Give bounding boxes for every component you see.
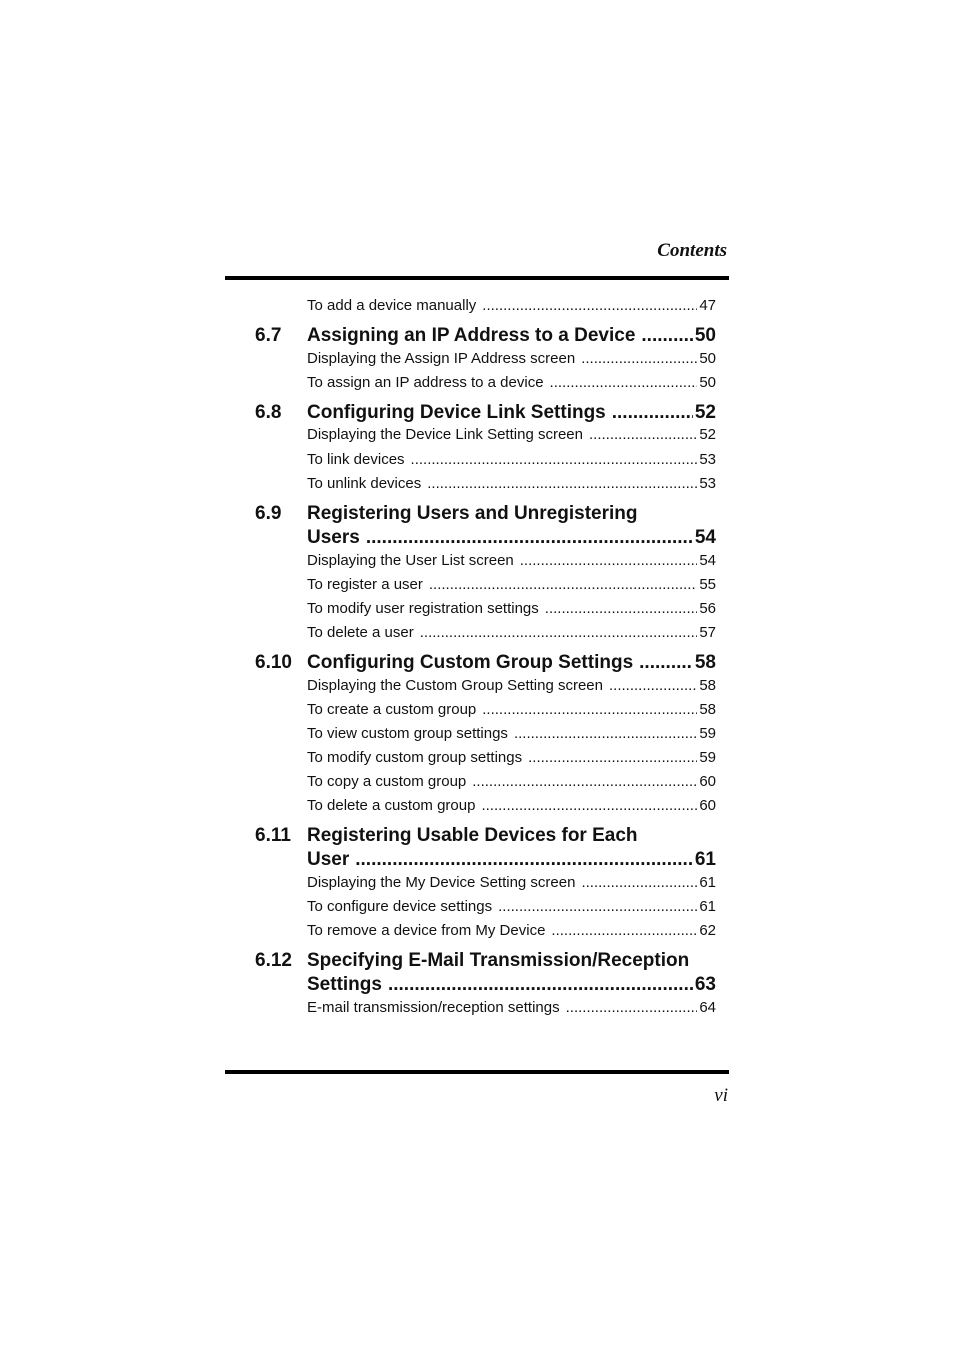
toc-entry[interactable]	[307, 873, 716, 893]
toc-section-page: 61	[694, 849, 716, 870]
leader-dots	[528, 748, 697, 768]
toc-entry-page: 55	[699, 576, 716, 593]
leader-dots	[589, 425, 697, 445]
leader-dots	[520, 551, 698, 571]
toc-section-page: 50	[694, 325, 716, 346]
leader-dots	[482, 700, 697, 720]
leader-dots	[566, 998, 698, 1018]
toc-section-heading[interactable]	[307, 651, 716, 675]
toc-entry[interactable]	[307, 575, 716, 595]
toc-section-title: Configuring Device Link Settings	[307, 402, 606, 423]
toc-section-title-line2: Settings	[307, 974, 382, 995]
toc-entry-page: 52	[699, 426, 716, 443]
toc-entry-title: To register a user	[307, 576, 423, 593]
toc-entry[interactable]	[307, 676, 716, 696]
leader-dots	[581, 873, 697, 893]
toc-entry[interactable]	[307, 450, 716, 470]
section-number: 6.7	[255, 325, 282, 346]
leader-dots	[411, 450, 698, 470]
toc-section-heading[interactable]	[307, 401, 716, 425]
toc-entry-page: 58	[699, 677, 716, 694]
toc-entry-title: E-mail transmission/reception settings	[307, 999, 560, 1016]
toc-section-page: 63	[694, 974, 716, 995]
toc-entry-title: To link devices	[307, 451, 405, 468]
toc-entry-title: To add a device manually	[307, 297, 477, 314]
toc-entry-title: To assign an IP address to a device	[307, 374, 544, 391]
toc-entry[interactable]	[307, 474, 716, 494]
toc-entry[interactable]	[307, 623, 716, 643]
toc-entry-title: To unlink devices	[307, 475, 422, 492]
toc-entry-page: 54	[699, 552, 716, 569]
toc-section-heading[interactable]	[307, 526, 716, 550]
toc-entry[interactable]	[307, 796, 716, 816]
leader-dots	[481, 796, 697, 816]
toc-section-heading[interactable]	[307, 848, 716, 872]
toc-entry-page: 61	[699, 898, 716, 915]
toc-entry-title: To configure device settings	[307, 898, 493, 915]
toc-section-title: Assigning an IP Address to a Device	[307, 325, 636, 346]
toc-entry[interactable]	[307, 296, 716, 316]
toc-entry-page: 62	[699, 922, 716, 939]
toc-entry-page: 64	[699, 999, 716, 1016]
section-number: 6.11	[255, 825, 291, 846]
toc-section-heading[interactable]	[307, 973, 716, 997]
toc-entry-page: 60	[699, 773, 716, 790]
header-rule	[225, 276, 729, 280]
section-number: 6.9	[255, 503, 282, 524]
toc-entry-title: To modify custom group settings	[307, 749, 523, 766]
section-number: 6.10	[255, 652, 292, 673]
toc-entry-title: Displaying the User List screen	[307, 552, 514, 569]
toc-entry-title: To view custom group settings	[307, 725, 508, 742]
toc-entry-page: 59	[699, 749, 716, 766]
toc-entry-page: 53	[699, 475, 716, 492]
toc-entry[interactable]	[307, 700, 716, 720]
leader-dots	[366, 526, 693, 550]
section-number: 6.8	[255, 402, 282, 423]
leader-dots	[612, 401, 693, 425]
toc-entry[interactable]	[307, 748, 716, 768]
leader-dots	[581, 349, 697, 369]
leader-dots	[609, 676, 697, 696]
leader-dots	[550, 373, 698, 393]
leader-dots	[472, 772, 697, 792]
toc-entry-page: 59	[699, 725, 716, 742]
leader-dots	[388, 973, 693, 997]
toc-entry-page: 61	[699, 874, 716, 891]
leader-dots	[545, 599, 698, 619]
running-header-title: Contents	[657, 240, 727, 261]
toc-entry-page: 60	[699, 797, 716, 814]
toc-entry[interactable]	[307, 373, 716, 393]
toc-section-title-line2: User	[307, 849, 350, 870]
leader-dots	[639, 651, 693, 675]
toc-entry[interactable]	[307, 921, 716, 941]
leader-dots	[551, 921, 697, 941]
toc-entry-title: Displaying the Assign IP Address screen	[307, 350, 576, 367]
toc-entry-title: Displaying the Device Link Setting screen	[307, 426, 583, 443]
leader-dots	[498, 897, 697, 917]
toc-entry-title: To copy a custom group	[307, 773, 467, 790]
toc-section-title-line1[interactable]: Registering Usable Devices for Each	[307, 825, 638, 846]
toc-entry[interactable]	[307, 599, 716, 619]
leader-dots	[482, 296, 697, 316]
toc-entry-page: 53	[699, 451, 716, 468]
toc-entry-page: 56	[699, 600, 716, 617]
toc-entry-title: To modify user registration settings	[307, 600, 539, 617]
toc-entry[interactable]	[307, 425, 716, 445]
page-number: vi	[714, 1085, 728, 1106]
toc-entry-page: 58	[699, 701, 716, 718]
toc-section-title-line1[interactable]: Registering Users and Unregistering	[307, 503, 638, 524]
toc-section-title-line1[interactable]: Specifying E-Mail Transmission/Reception	[307, 950, 690, 971]
toc-entry[interactable]	[307, 724, 716, 744]
toc-entry-title: Displaying the My Device Setting screen	[307, 874, 576, 891]
toc-entry[interactable]	[307, 551, 716, 571]
leader-dots	[420, 623, 698, 643]
toc-entry-page: 57	[699, 624, 716, 641]
leader-dots	[355, 848, 693, 872]
toc-entry-page: 50	[699, 374, 716, 391]
toc-entry-title: To remove a device from My Device	[307, 922, 546, 939]
toc-entry[interactable]	[307, 772, 716, 792]
toc-section-title-line2: Users	[307, 527, 360, 548]
toc-entry-page: 50	[699, 350, 716, 367]
toc-section-heading[interactable]	[307, 324, 716, 348]
toc-entry-title: To delete a user	[307, 624, 414, 641]
footer-rule	[225, 1070, 729, 1074]
section-number: 6.12	[255, 950, 292, 971]
toc-entry-title: To create a custom group	[307, 701, 477, 718]
leader-dots	[641, 324, 692, 348]
toc-entry-title: To delete a custom group	[307, 797, 476, 814]
toc-entry[interactable]	[307, 349, 716, 369]
toc-section-page: 54	[694, 527, 716, 548]
toc-section-title: Configuring Custom Group Settings	[307, 652, 634, 673]
toc-section-page: 52	[694, 402, 716, 423]
toc-entry-title: Displaying the Custom Group Setting screen	[307, 677, 603, 694]
toc-entry-page: 47	[699, 297, 716, 314]
toc-entry[interactable]	[307, 998, 716, 1018]
leader-dots	[427, 474, 697, 494]
toc-entry[interactable]	[307, 897, 716, 917]
leader-dots	[429, 575, 697, 595]
toc-section-page: 58	[694, 652, 716, 673]
leader-dots	[514, 724, 697, 744]
